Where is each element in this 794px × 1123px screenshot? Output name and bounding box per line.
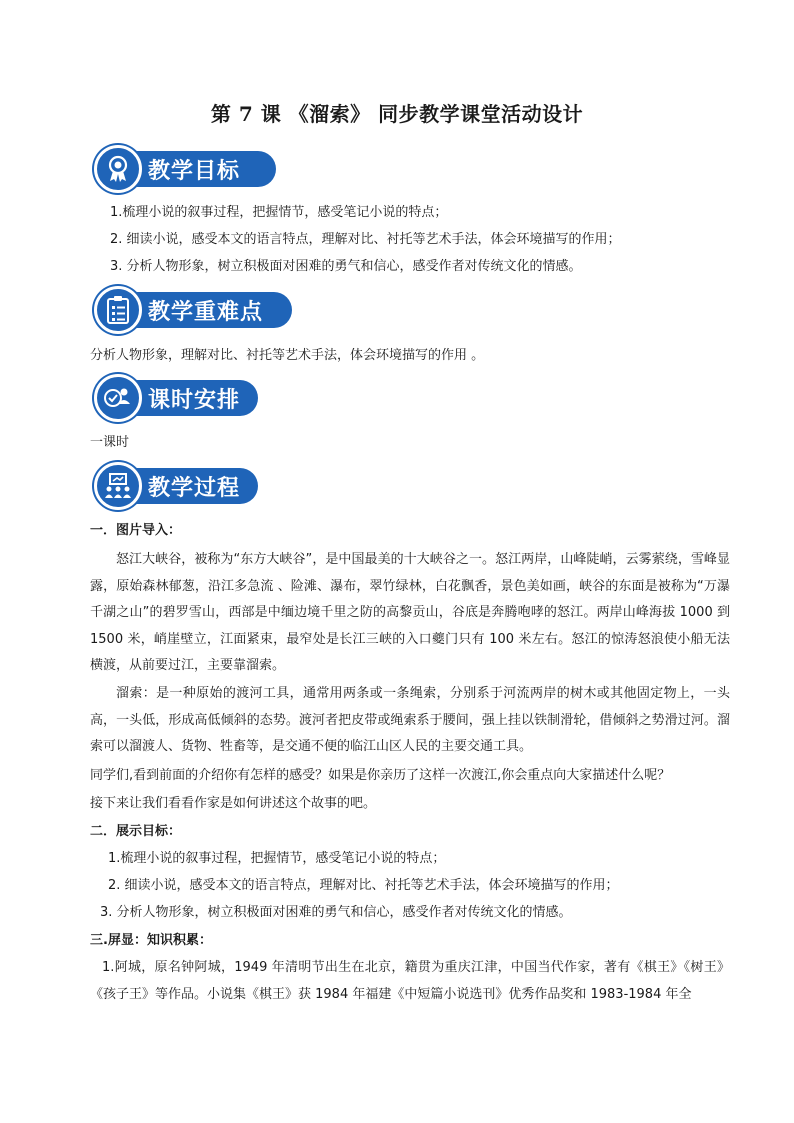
- section-banner-process: [94, 464, 240, 508]
- step1-title: 一．图片导入：: [90, 523, 182, 538]
- section-heading-schedule: 课时安排: [148, 387, 241, 413]
- goal-item-3: 3. 分析人物形象，树立积极面对困难的勇气和信心，感受作者对传统文化的情感。: [110, 259, 582, 274]
- classroom-presentation-icon: [94, 462, 142, 510]
- intro-transition: 接下来让我们看看作家是如何讲述这个故事的吧。: [90, 796, 377, 811]
- intro-paragraph-1: 怒江大峡谷，被称为“东方大峡谷”，是中国最美的十大峡谷之一。怒江两岸，山峰陡峭，云雾萦绕，雪峰显露，原始森林郁葱，沿江多急流 、险滩、瀑布，翠竹绿林，白花飘香，景色美如画，峡谷的东面是被称为“万瀑千湖之山”的碧罗雪山，西部是中缅边境千里之防的高黎贡山，谷底是奔腾咆哮的怒江。两岸山峰海拔 1000 到 1500 米，峭崖壁立，江面紧束，最窄处是长江三峡的入口夔门只有 100 米左右。怒江的惊涛怒浪使小船无法横渡，从前要过江，主要靠溜索。: [90, 552, 730, 673]
- step2-item-2: 2. 细读小说，感受本文的语言特点，理解对比、衬托等艺术手法，体会环境描写的作用；: [108, 878, 619, 893]
- section-banner-key-points: [94, 288, 263, 332]
- step3-title: 三.屏显：知识积累：: [90, 933, 212, 948]
- goal-item-2: 2. 细读小说，感受本文的语言特点，理解对比、衬托等艺术手法，体会环境描写的作用；: [110, 232, 621, 247]
- goal-item-1: 1.梳理小说的叙事过程，把握情节，感受笔记小说的特点；: [110, 205, 448, 220]
- award-medal-icon: [94, 145, 142, 193]
- section-banner-goals: [94, 147, 240, 191]
- section-heading-key-points: 教学重难点: [148, 299, 264, 325]
- step2-item-3: 3. 分析人物形象，树立积极面对困难的勇气和信心，感受作者对传统文化的情感。: [100, 905, 572, 920]
- section-banner-schedule: [94, 376, 240, 420]
- section-heading-goals: 教学目标: [148, 158, 241, 184]
- intro-question: 同学们,看到前面的介绍你有怎样的感受？如果是你亲历了这样一次渡江,你会重点向大家描述什么呢？: [90, 768, 671, 783]
- clipboard-checklist-icon: [94, 286, 142, 334]
- step2-item-1: 1.梳理小说的叙事过程，把握情节，感受笔记小说的特点；: [108, 851, 446, 866]
- step2-title: 二．展示目标：: [90, 824, 182, 839]
- section-heading-process: 教学过程: [148, 475, 241, 501]
- schedule-text: 一课时: [90, 435, 130, 450]
- knowledge-paragraph-1: 1.阿城，原名钟阿城，1949 年清明节出生在北京，籍贯为重庆江津，中国当代作家，著有《棋王》《树王》《孩子王》等作品。小说集《棋王》获 1984 年福建《中短篇小说选刊》优秀作品奖和 1983-1984 年全: [90, 960, 730, 1002]
- intro-paragraph-2: 溜索：是一种原始的渡河工具，通常用两条或一条绳索，分别系于河流两岸的树木或其他固定物上，一头高，一头低，形成高低倾斜的态势。渡河者把皮带或绳索系于腰间，强上挂以铁制滑轮，借倾斜之势滑过河。溜索可以溜渡人、货物、牲畜等，是交通不便的临江山区人民的主要交通工具。: [90, 686, 730, 754]
- document-title: 第 7 课 《溜索》 同步教学课堂活动设计: [210, 102, 584, 126]
- people-group-icon: [94, 374, 142, 422]
- key-points-text: 分析人物形象，理解对比、衬托等艺术手法，体会环境描写的作用 。: [90, 348, 485, 363]
